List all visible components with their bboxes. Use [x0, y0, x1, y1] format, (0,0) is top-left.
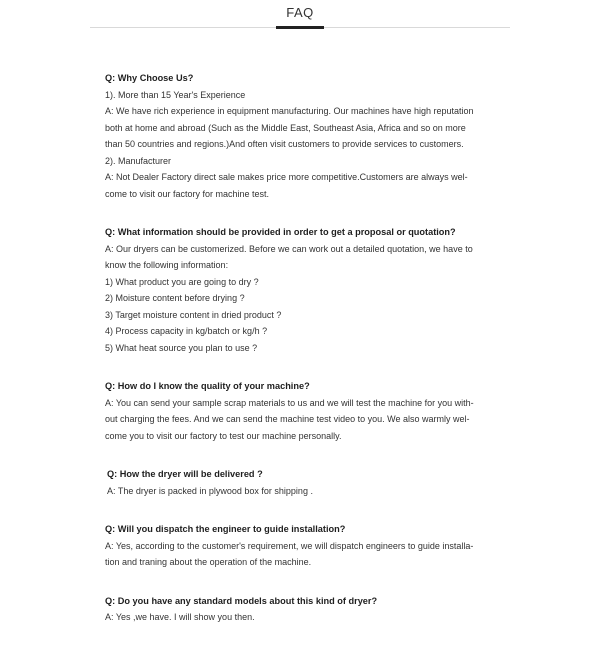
faq-question: Q: How do I know the quality of your machine? [105, 381, 310, 391]
faq-answer-line: come to visit our factory for machine test. [105, 188, 270, 199]
faq-answer-line: tion and traning about the operation of the machine. [105, 557, 312, 567]
faq-item-why-choose-us [105, 70, 505, 202]
title-underline [276, 26, 324, 29]
faq-item-standard-models [105, 593, 505, 626]
page-title: FAQ [286, 5, 314, 20]
faq-answer-line: than 50 countries and regions.)And often visit customers to provide services to customers. [105, 139, 464, 149]
faq-answer-line: 2) Moisture content before drying ? [105, 293, 245, 303]
faq-answer-line: 4) Process capacity in kg/batch or kg/h ? [105, 326, 268, 336]
faq-answer-line: A: Our dryers can be customerized. Before we can work out a detailed quotation, we have to [105, 243, 473, 254]
faq-answer-line: 5) What heat source you plan to use ? [105, 342, 258, 353]
faq-item-machine-quality [105, 378, 505, 444]
faq-question: Q: Will you dispatch the engineer to guide installation? [105, 524, 346, 534]
faq-question: Q: What information should be provided in order to get a proposal or quotation? [105, 227, 456, 237]
faq-answer-line: A: Yes ,we have. I will show you then. [105, 612, 255, 622]
faq-answer-line: know the following information: [105, 260, 229, 270]
faq-answer-line: 3) Target moisture content in dried product ? [105, 309, 282, 320]
faq-answer-line: A: Yes, according to the customer's requirement, we will dispatch engineers to guide installa- [105, 540, 474, 551]
page-header [0, 0, 600, 40]
faq-answer-line: 1) What product you are going to dry ? [105, 276, 259, 287]
faq-question: Q: Do you have any standard models about this kind of dryer? [105, 595, 378, 606]
faq-answer-line: out charging the fees. And we can send the machine test video to you. We also warmly wel- [105, 414, 470, 424]
faq-item-delivery [105, 466, 505, 499]
faq-answer-line: 1). More than 15 Year's Experience [105, 89, 246, 100]
faq-answer-line: A: We have rich experience in equipment manufacturing. Our machines have high reputation [105, 106, 474, 116]
faq-question: Q: How the dryer will be delivered ? [107, 469, 263, 479]
faq-answer-line: come you to visit our factory to test our machine personally. [105, 430, 342, 441]
faq-answer-line: A: Not Dealer Factory direct sale makes price more competitive.Customers are always wel- [105, 172, 468, 182]
faq-item-quotation-info [105, 224, 505, 356]
faq-answer-line: 2). Manufacturer [105, 155, 172, 166]
faq-question: Q: Why Choose Us? [105, 73, 194, 83]
faq-list [105, 70, 505, 648]
faq-answer-line: both at home and abroad (Such as the Middle East, Southeast Asia, Africa and so on more [105, 122, 466, 133]
faq-item-installation [105, 521, 505, 571]
faq-answer-line: A: You can send your sample scrap materials to us and we will test the machine for you with- [105, 397, 474, 408]
faq-answer-line: A: The dryer is packed in plywood box for shipping . [107, 485, 313, 496]
